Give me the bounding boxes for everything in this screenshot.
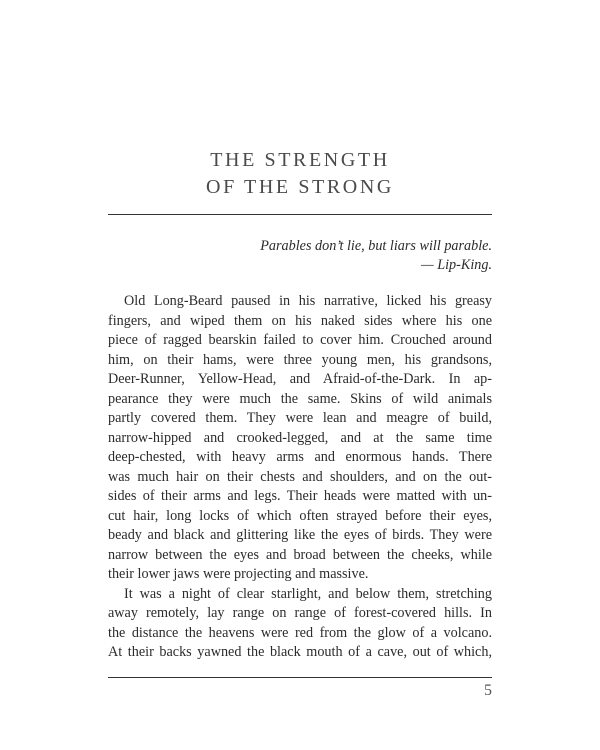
text-line: At their backs yawned the black mouth of a cave, out of which,: [108, 644, 492, 660]
title-divider: [108, 214, 492, 215]
body-text: [108, 292, 492, 663]
text-line: It was a night of clear starlight, and below them, stretching: [124, 585, 492, 602]
text-line: piece of ragged bearskin failed to cover him. Crouched around: [108, 332, 492, 348]
page-number: 5: [484, 682, 492, 699]
paragraph: [108, 585, 492, 663]
text-line: deep-chested, with heavy arms and enormous hands. There: [108, 449, 492, 465]
chapter-title-line-2: OF THE STRONG: [206, 176, 394, 198]
text-line: was much hair on their chests and shoulders, and on the out-: [108, 468, 492, 485]
text-line: Old Long-Beard paused in his narrative, licked his greasy: [124, 293, 492, 309]
text-line: pearance they were much the same. Skins of wild animals: [108, 390, 492, 407]
text-line: away remotely, lay range on range of forest-covered hills. In: [108, 605, 492, 621]
footer-divider: [108, 677, 492, 678]
paragraph: [108, 292, 492, 585]
text-line: narrow-hipped and crooked-legged, and at the same time: [108, 429, 492, 446]
chapter-title: [108, 147, 492, 201]
text-line: beady and black and glittering like the eyes of birds. They were: [108, 527, 492, 543]
text-line: their lower jaws were projecting and massive.: [108, 566, 369, 582]
epigraph-quote: Parables don’t lie, but liars will parable.: [260, 238, 492, 254]
chapter-title-line-1: THE STRENGTH: [210, 149, 390, 171]
epigraph: [108, 237, 492, 275]
text-line: cut hair, long locks of which often strayed before their eyes,: [108, 507, 492, 524]
text-line: the distance the heavens were red from the glow of a volcano.: [108, 624, 492, 641]
text-line: narrow between the eyes and broad between the cheeks, while: [108, 546, 492, 563]
text-line: partly covered them. They were lean and meagre of build,: [108, 410, 492, 426]
text-line: sides of their arms and legs. Their heads were matted with un-: [108, 488, 492, 504]
text-line: Deer-Runner, Yellow-Head, and Afraid-of-the-Dark. In ap-: [108, 371, 492, 387]
epigraph-attribution: — Lip-King.: [421, 257, 492, 273]
text-line: fingers, and wiped them on his naked sides where his one: [108, 312, 492, 329]
text-line: him, on their hams, were three young men, his grandsons,: [108, 351, 492, 368]
